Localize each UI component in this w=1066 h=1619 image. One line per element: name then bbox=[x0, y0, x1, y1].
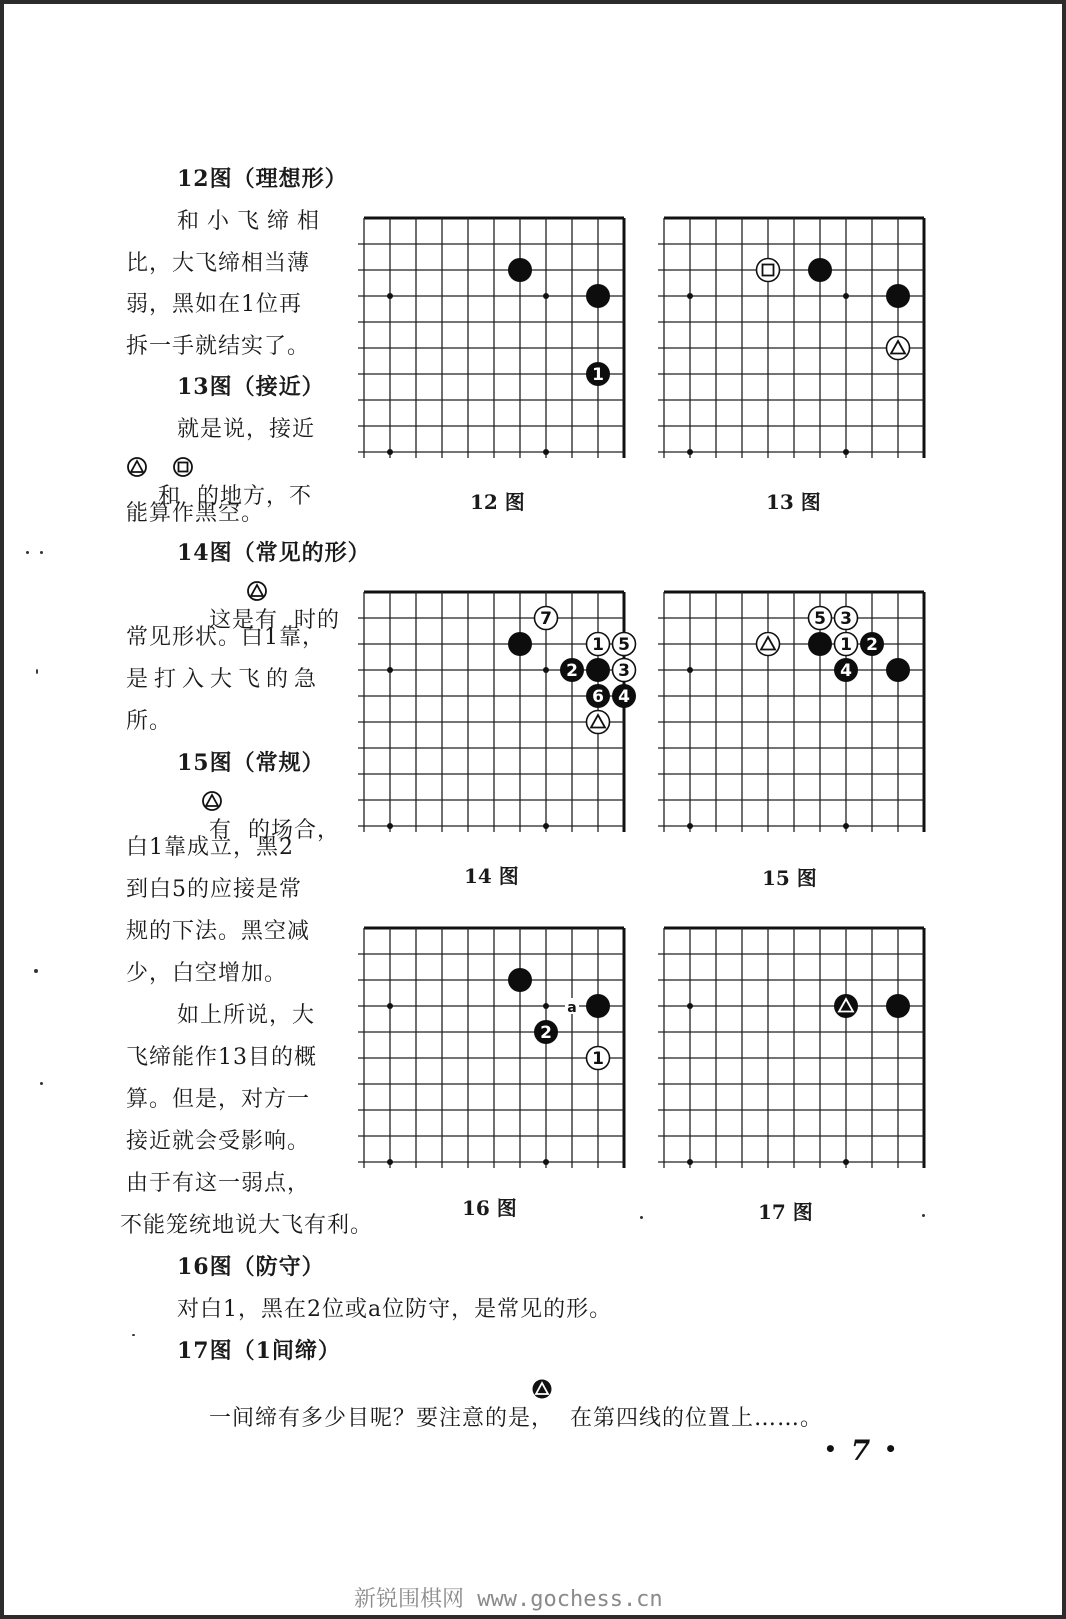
para-line-with-icons: 和 的地方，不 bbox=[126, 454, 312, 585]
point-label bbox=[565, 998, 579, 1016]
go-diagram-12 bbox=[356, 210, 636, 472]
star-point bbox=[687, 449, 693, 455]
para-line: 规的下法。黑空减 bbox=[126, 919, 311, 944]
black-triangle-marker-icon bbox=[532, 1379, 552, 1399]
para-line: 比，大飞缔相当薄 bbox=[126, 251, 311, 276]
star-point bbox=[387, 823, 393, 829]
black-stone bbox=[586, 658, 610, 682]
stone-number: 2 bbox=[866, 635, 878, 655]
heading-12: 12图（理想形） bbox=[177, 166, 348, 192]
diagram-caption: 15 图 bbox=[762, 866, 817, 890]
square-marker-icon bbox=[173, 457, 193, 477]
white-stone bbox=[613, 659, 636, 682]
heading-15: 15图（常规） bbox=[177, 750, 325, 776]
black-stone bbox=[834, 658, 858, 682]
white-stone bbox=[535, 607, 558, 630]
para-line: 接近就会受影响。 bbox=[126, 1129, 311, 1154]
diagram-caption: 12 图 bbox=[470, 490, 525, 514]
scan-speck bbox=[922, 1214, 925, 1217]
para-line: 对白1，黑在2位或a位防守，是常见的形。 bbox=[177, 1297, 613, 1322]
stone-number: 1 bbox=[840, 635, 852, 655]
board-grid bbox=[358, 218, 624, 458]
star-point bbox=[543, 823, 549, 829]
stone-number: 5 bbox=[814, 609, 826, 629]
scan-speck bbox=[36, 669, 38, 674]
stone-number: 1 bbox=[592, 635, 604, 655]
para-line: 算。但是，对方一 bbox=[126, 1087, 311, 1112]
black-stone bbox=[834, 994, 858, 1018]
star-point bbox=[387, 667, 393, 673]
black-stone bbox=[560, 658, 584, 682]
scan-speck bbox=[40, 551, 43, 554]
black-stone bbox=[886, 658, 910, 682]
black-stone bbox=[808, 258, 832, 282]
star-point bbox=[687, 293, 693, 299]
para-line-with-icon: 有 的场合， bbox=[177, 788, 340, 894]
white-stone bbox=[835, 607, 858, 630]
para-line: 少，白空增加。 bbox=[126, 961, 288, 986]
board-grid bbox=[358, 592, 624, 832]
star-point bbox=[387, 1159, 393, 1165]
para-line: 如上所说，大 bbox=[177, 1003, 316, 1028]
white-stone bbox=[887, 337, 910, 360]
star-point bbox=[843, 823, 849, 829]
scan-speck bbox=[34, 969, 38, 973]
star-point bbox=[543, 667, 549, 673]
star-point bbox=[687, 823, 693, 829]
black-stone bbox=[586, 684, 610, 708]
para-line: 由于有这一弱点， bbox=[126, 1171, 311, 1196]
star-point bbox=[387, 293, 393, 299]
para-line-with-icon: 一间缔有多少目呢？要注意的是， 在第四线的位置上……。 bbox=[177, 1376, 823, 1482]
stone-number: 3 bbox=[840, 609, 852, 629]
go-diagram-17 bbox=[656, 920, 936, 1182]
white-stone bbox=[587, 633, 610, 656]
board-grid bbox=[658, 592, 924, 832]
black-stone bbox=[534, 1020, 558, 1044]
stone-number: 1 bbox=[592, 365, 604, 385]
triangle-marker-icon bbox=[127, 457, 147, 477]
black-stone bbox=[586, 284, 610, 308]
black-stone bbox=[886, 284, 910, 308]
black-stone bbox=[886, 994, 910, 1018]
black-stone bbox=[508, 632, 532, 656]
star-point bbox=[687, 1159, 693, 1165]
stone-number: 7 bbox=[540, 609, 552, 629]
star-point bbox=[687, 1003, 693, 1009]
stone-number: 5 bbox=[618, 635, 630, 655]
star-point bbox=[843, 449, 849, 455]
black-stone bbox=[860, 632, 884, 656]
diagram-caption: 17 图 bbox=[758, 1200, 813, 1224]
go-diagram-16 bbox=[356, 920, 636, 1182]
para-line: 不能笼统地说大飞有利。 bbox=[120, 1213, 374, 1238]
para-line: 是打入大飞的急 bbox=[126, 667, 323, 692]
stone-number: 2 bbox=[566, 661, 578, 681]
stone-number: 2 bbox=[540, 1023, 552, 1043]
triangle-marker-icon bbox=[202, 791, 222, 811]
para-line: 所。 bbox=[126, 709, 173, 734]
book-page bbox=[4, 4, 1062, 1615]
stone-number: 3 bbox=[618, 661, 630, 681]
stone-number: 4 bbox=[840, 661, 852, 681]
diagram-caption: 13 图 bbox=[766, 490, 821, 514]
star-point bbox=[543, 1003, 549, 1009]
stone-number: 4 bbox=[618, 687, 630, 707]
star-point bbox=[387, 449, 393, 455]
para-line: 弱，黑如在1位再 bbox=[126, 292, 302, 317]
board-grid bbox=[358, 928, 624, 1168]
star-point bbox=[387, 1003, 393, 1009]
scan-speck bbox=[132, 1334, 135, 1336]
scan-speck bbox=[26, 551, 29, 554]
para-line: 就是说，接近 bbox=[177, 417, 316, 442]
go-diagram-13 bbox=[656, 210, 936, 472]
black-stone bbox=[508, 258, 532, 282]
white-stone bbox=[587, 1047, 610, 1070]
diagram-caption: 14 图 bbox=[464, 864, 519, 888]
heading-17: 17图（1间缔） bbox=[177, 1338, 341, 1364]
stone-number: a bbox=[567, 1000, 577, 1016]
white-stone bbox=[757, 633, 780, 656]
para-line: 拆一手就结实了。 bbox=[126, 334, 311, 359]
stone-number: 1 bbox=[592, 1049, 604, 1069]
para-line: 和小飞缔相 bbox=[177, 209, 328, 234]
scan-speck bbox=[40, 1082, 43, 1085]
go-diagram-14 bbox=[356, 584, 636, 846]
para-line: 能算作黑空。 bbox=[126, 501, 265, 526]
triangle-marker-icon bbox=[247, 581, 267, 601]
heading-14: 14图（常见的形） bbox=[177, 540, 371, 566]
black-stone bbox=[808, 632, 832, 656]
black-stone bbox=[508, 968, 532, 992]
board-grid bbox=[658, 218, 924, 458]
para-line: 到白5的应接是常 bbox=[126, 877, 302, 902]
black-stone bbox=[612, 684, 636, 708]
para-line-with-icon: 这是有 时的 bbox=[177, 578, 340, 684]
white-stone bbox=[587, 711, 610, 734]
star-point bbox=[843, 293, 849, 299]
white-stone bbox=[809, 607, 832, 630]
black-stone bbox=[586, 994, 610, 1018]
para-line: 常见形状。白1靠， bbox=[126, 625, 325, 650]
white-stone bbox=[835, 633, 858, 656]
heading-16: 16图（防守） bbox=[177, 1254, 325, 1280]
board-grid bbox=[658, 928, 924, 1168]
page-number: • 7 • bbox=[824, 1434, 898, 1467]
para-line: 白1靠成立，黑2 bbox=[126, 835, 294, 860]
star-point bbox=[543, 449, 549, 455]
go-diagram-15 bbox=[656, 584, 936, 846]
star-point bbox=[543, 293, 549, 299]
para-line: 飞缔能作13目的概 bbox=[126, 1045, 317, 1070]
black-stone bbox=[586, 362, 610, 386]
diagram-caption: 16 图 bbox=[462, 1196, 517, 1220]
heading-13: 13图（接近） bbox=[177, 374, 325, 400]
stone-number: 6 bbox=[592, 687, 604, 707]
star-point bbox=[543, 1159, 549, 1165]
white-stone bbox=[757, 259, 780, 282]
white-stone bbox=[613, 633, 636, 656]
star-point bbox=[843, 1159, 849, 1165]
scan-speck bbox=[640, 1216, 643, 1219]
watermark: 新锐围棋网 www.gochess.cn bbox=[354, 1587, 663, 1612]
star-point bbox=[687, 667, 693, 673]
